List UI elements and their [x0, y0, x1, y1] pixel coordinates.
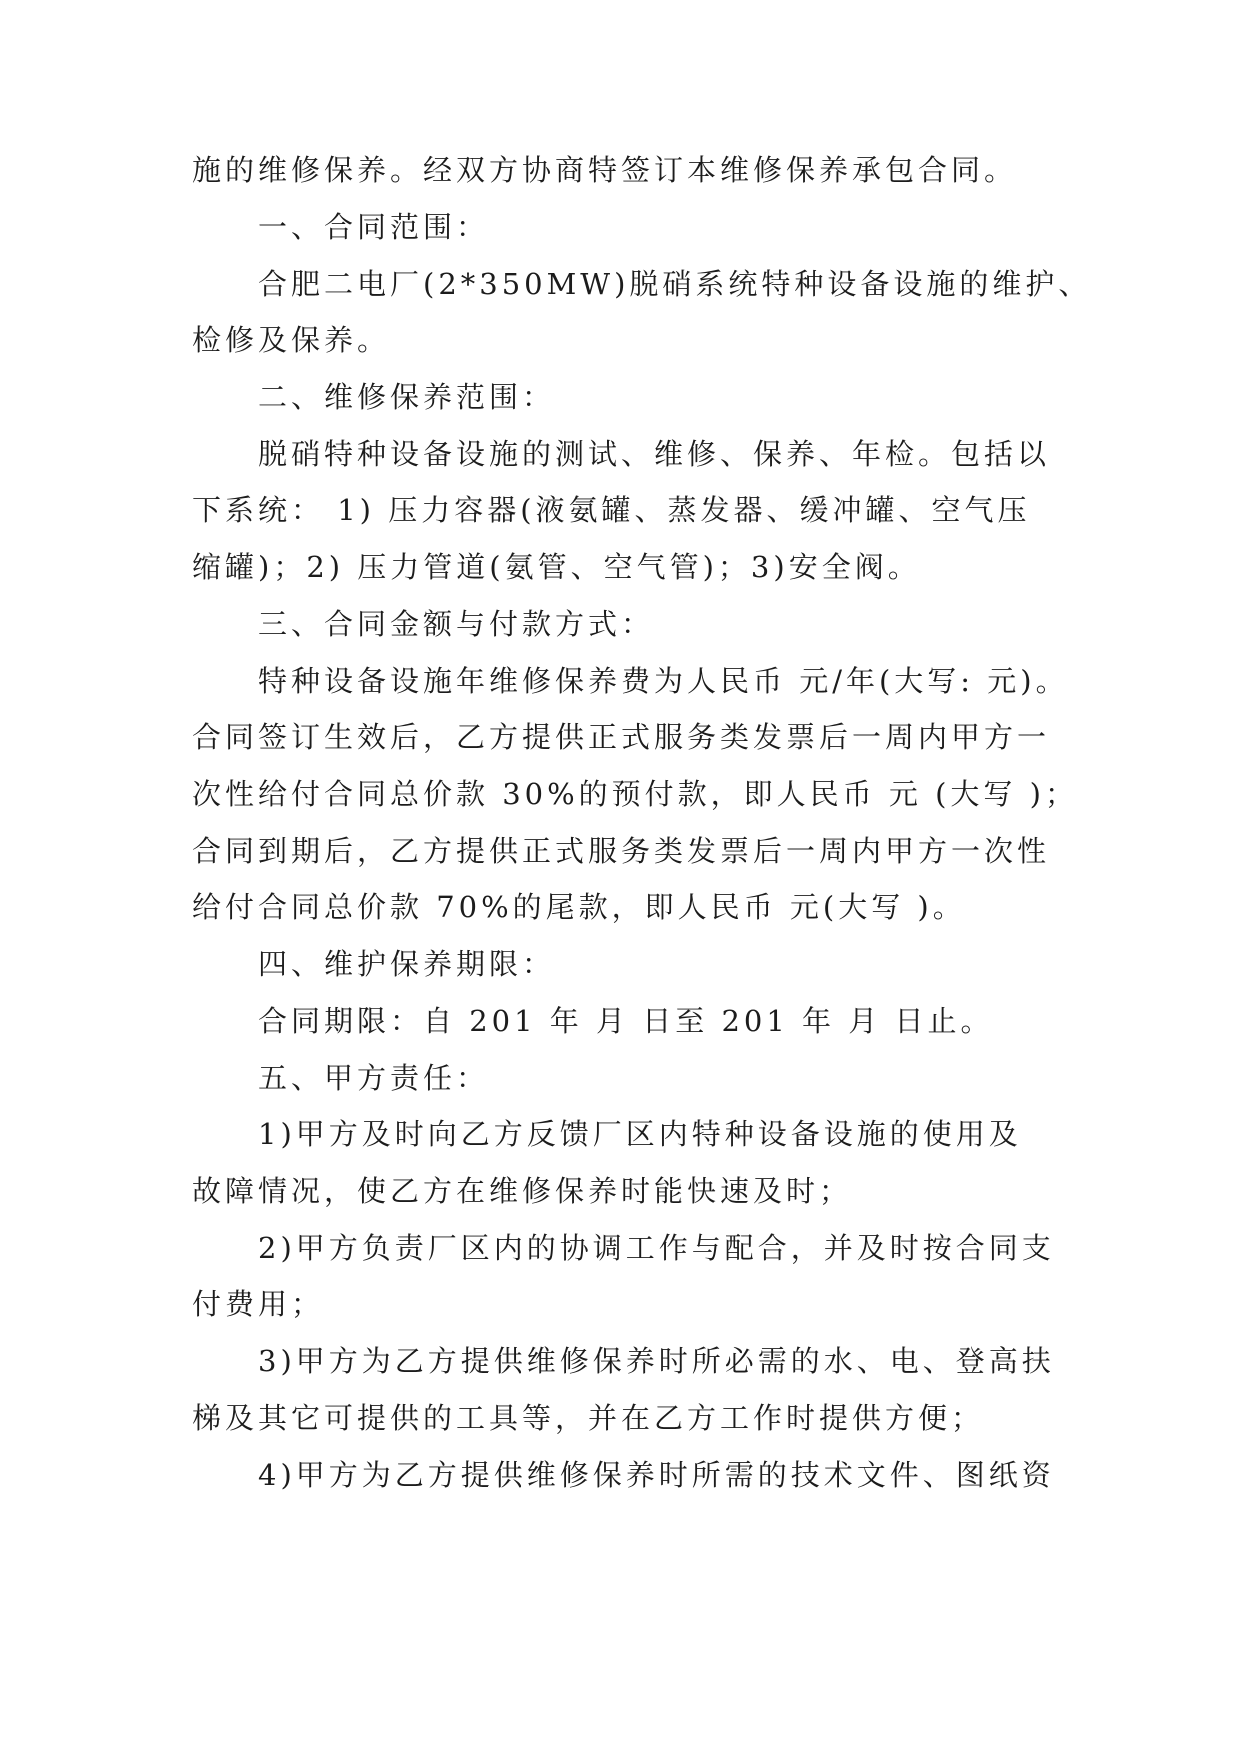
- text-line: 缩罐)；2) 压力管道(氨管、空气管)；3)安全阀。: [192, 550, 921, 584]
- text-line: 付费用；: [192, 1287, 325, 1321]
- text-line: 2)甲方负责厂区内的协调工作与配合，并及时按合同支: [258, 1231, 1055, 1265]
- text-line: 给付合同总价款 70%的尾款，即人民币 元(大写 )。: [192, 890, 966, 924]
- text-line: 梯及其它可提供的工具等，并在乙方工作时提供方便；: [192, 1401, 985, 1435]
- text-line: 故障情况，使乙方在维修保养时能快速及时；: [192, 1174, 853, 1208]
- text-line: 检修及保养。: [192, 323, 391, 357]
- text-line: 特种设备设施年维修保养费为人民币 元/年(大写: 元)。: [258, 664, 1069, 698]
- section-heading: 四、维护保养期限：: [258, 947, 556, 981]
- text-line: 次性给付合同总价款 30%的预付款，即人民币 元 (大写 )；: [192, 777, 1078, 811]
- text-line: 3)甲方为乙方提供维修保养时所必需的水、电、登高扶: [258, 1344, 1055, 1378]
- section-heading: 五、甲方责任：: [258, 1061, 490, 1095]
- text-line: 施的维修保养。经双方协商特签订本维修保养承包合同。: [192, 153, 1018, 187]
- text-line: 合同签订生效后，乙方提供正式服务类发票后一周内甲方一: [192, 720, 1051, 754]
- text-line: 合同期限：自 201 年 月 日至 201 年 月 日止。: [258, 1004, 994, 1038]
- text-line: 脱硝特种设备设施的测试、维修、保养、年检。包括以: [258, 437, 1051, 471]
- text-line: 4)甲方为乙方提供维修保养时所需的技术文件、图纸资: [258, 1458, 1055, 1492]
- section-heading: 一、合同范围：: [258, 210, 490, 244]
- text-line: 1)甲方及时向乙方反馈厂区内特种设备设施的使用及: [258, 1117, 1022, 1151]
- section-heading: 三、合同金额与付款方式：: [258, 607, 655, 641]
- text-line: 合肥二电厂(2*350MW)脱硝系统特种设备设施的维护、: [258, 267, 1092, 301]
- text-line: 下系统： 1) 压力容器(液氨罐、蒸发器、缓冲罐、空气压: [192, 493, 1031, 527]
- section-heading: 二、维修保养范围：: [258, 380, 556, 414]
- text-line: 合同到期后，乙方提供正式服务类发票后一周内甲方一次性: [192, 834, 1051, 868]
